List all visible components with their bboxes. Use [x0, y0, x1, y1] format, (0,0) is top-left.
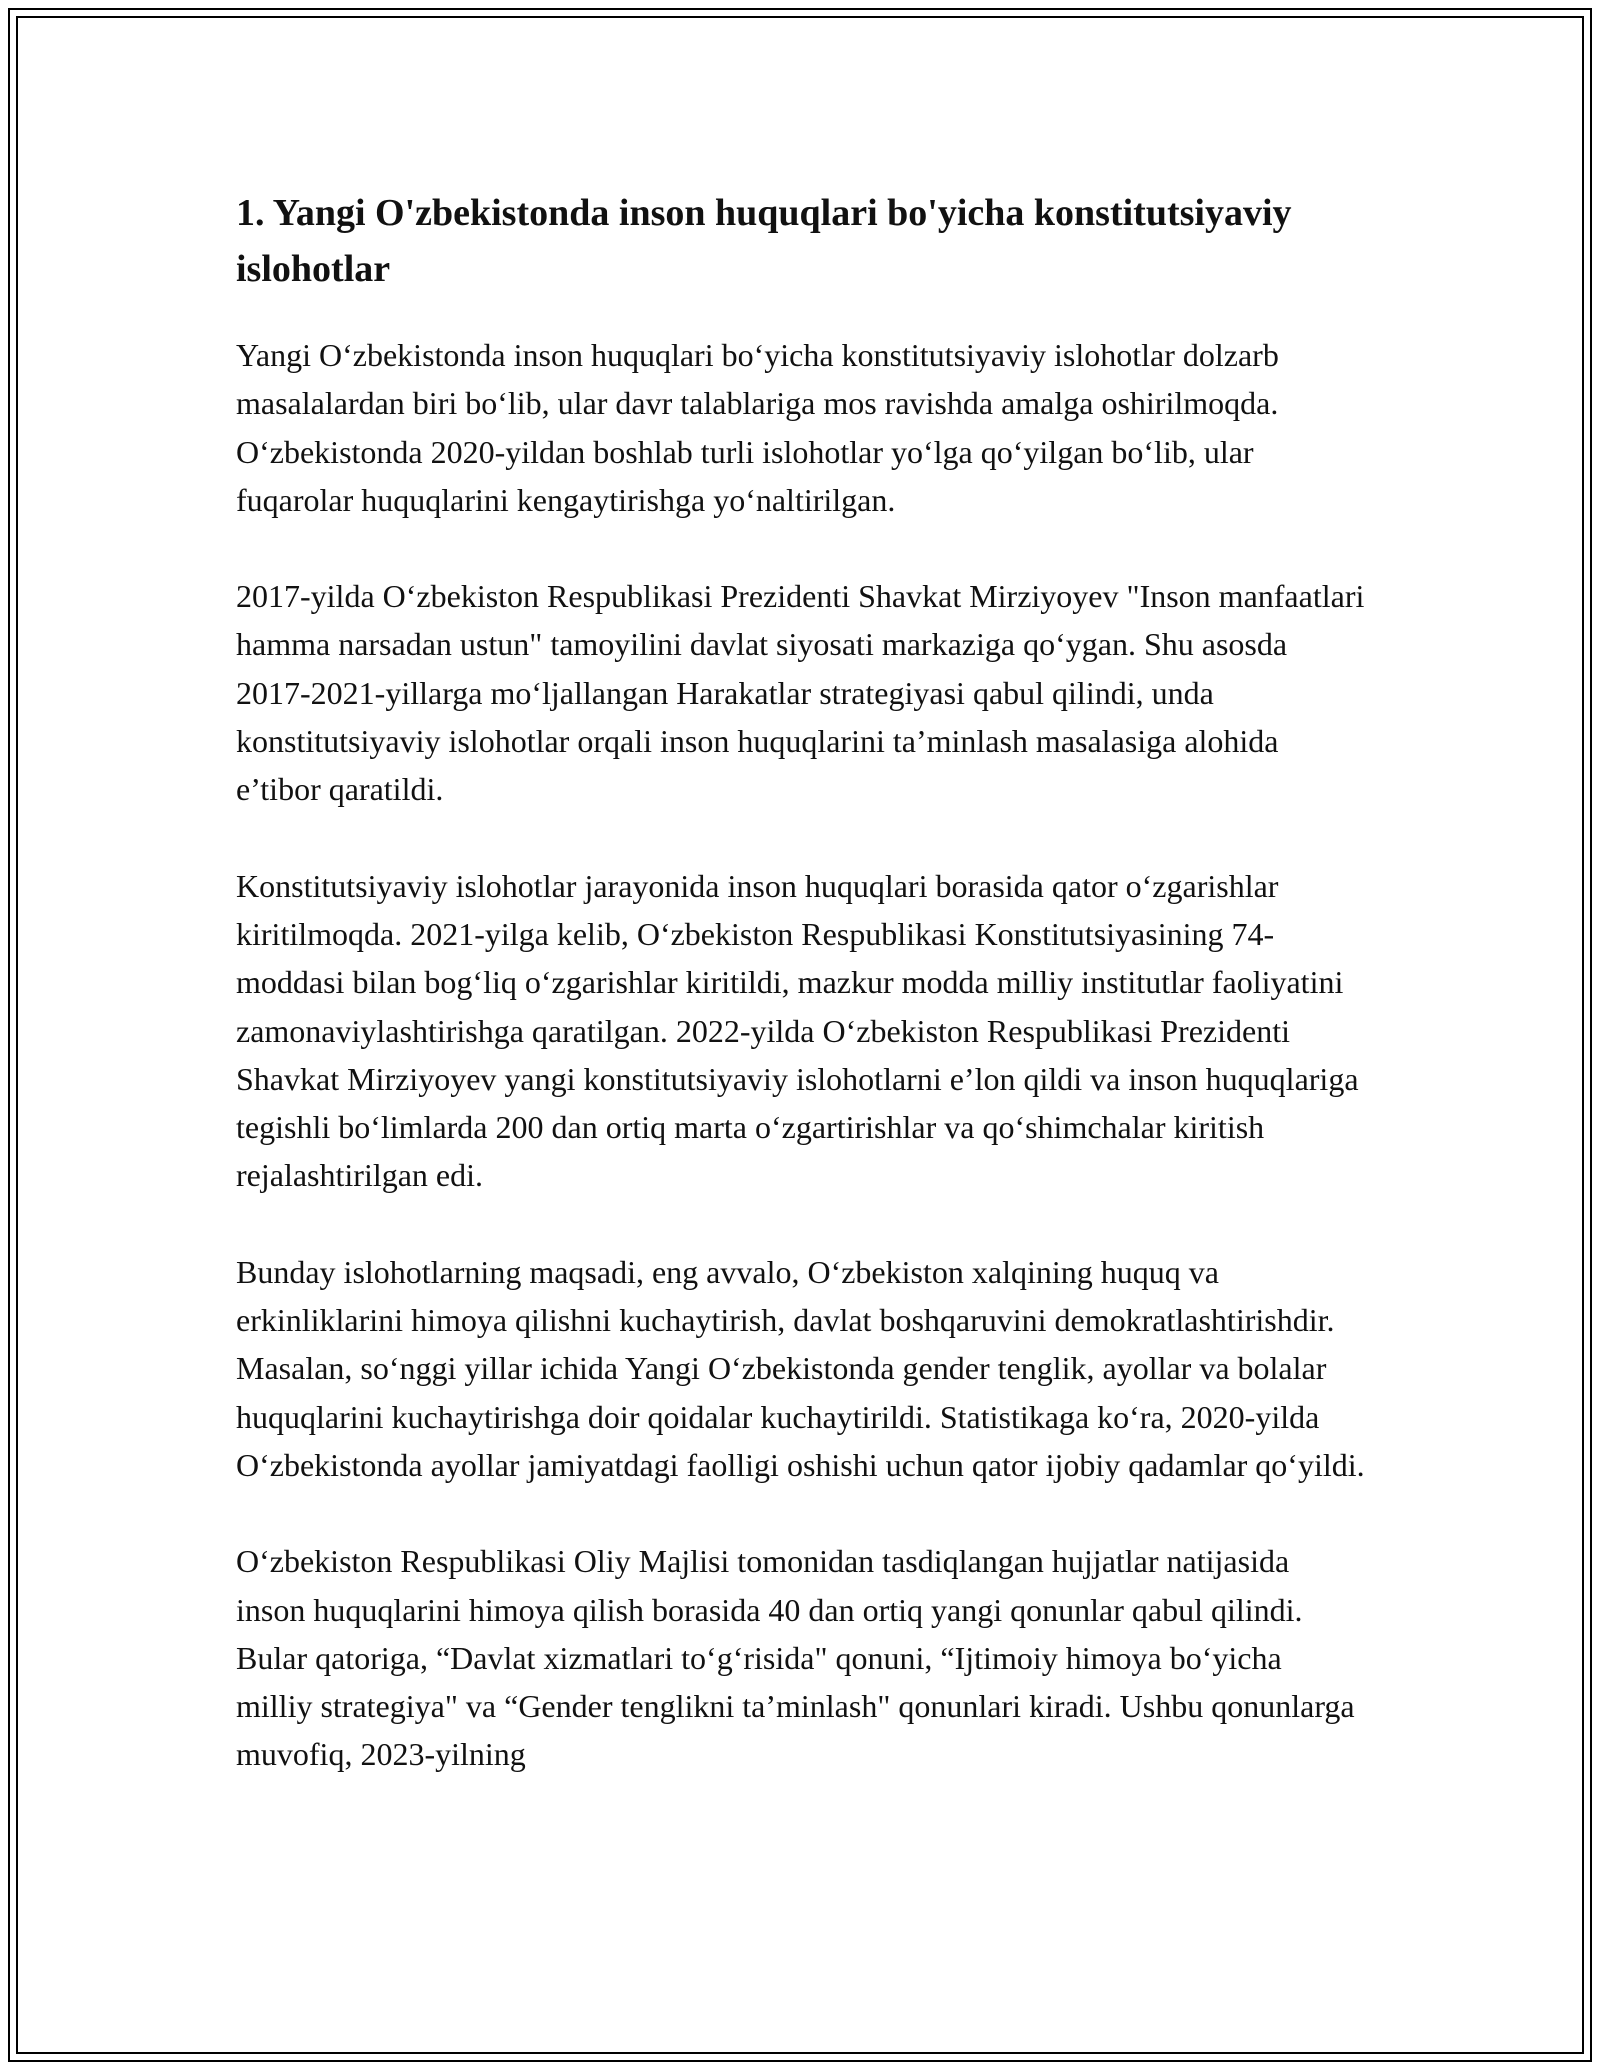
document-body [236, 185, 1366, 1827]
paragraph-3: Konstitutsiyaviy islohotlar jarayonida inson huquqlari borasida qator o‘zgarishlar kiritilmoqda. 2021-yilga kelib, O‘zbekiston Respublikasi Konstitutsiyasining 74-moddasi bilan bog‘liq o‘zgarishlar kiritildi, mazkur modda milliy institutlar faoliyatini zamonaviylashtirishga qaratilgan. 2022-yilda O‘zbekiston Respublikasi Prezidenti Shavkat Mirziyoyev yangi konstitutsiyaviy islohotlarni e’lon qildi va inson huquqlariga tegishli bo‘limlarda 200 dan ortiq marta o‘zgartirishlar va qo‘shimchalar kiritish rejalashtirilgan edi. [236, 867, 1359, 1194]
paragraph-5: O‘zbekiston Respublikasi Oliy Majlisi tomonidan tasdiqlangan hujjatlar natijasida inson huquqlarini himoya qilish borasida 40 dan ortiq yangi qonunlar qabul qilindi. Bular qatoriga, “Davlat xizmatlari to‘g‘risida" qonuni, “Ijtimoiy himoya bo‘yicha milliy strategiya" va “Gender tenglikni ta’minlash" qonunlari kiradi. Ushbu qonunlarga muvofiq, 2023-yilning [236, 1543, 1355, 1773]
paragraph-1: Yangi O‘zbekistonda inson huquqlari bo‘yicha konstitutsiyaviy islohotlar dolzarb masalalardan biri bo‘lib, ular davr talablariga mos ravishda amalga oshirilmoqda. O‘zbekistonda 2020-yildan boshlab turli islohotlar yo‘lga qo‘yilgan bo‘lib, ular fuqarolar huquqlarini kengaytirishga yo‘naltirilgan. [236, 337, 1279, 518]
paragraph-2: 2017-yilda O‘zbekiston Respublikasi Prezidenti Shavkat Mirziyoyev "Inson manfaatlari hamma narsadan ustun" tamoyilini davlat siyosati markaziga qo‘ygan. Shu asosda 2017-2021-yillarga mo‘ljallangan Harakatlar strategiyasi qabul qilindi, unda konstitutsiyaviy islohotlar orqali inson huquqlarini ta’minlash masalasiga alohida e’tibor qaratildi. [236, 578, 1365, 808]
document-title: 1. Yangi O'zbekistonda inson huquqlari bo'yicha konstitutsiyaviy islohotlar [236, 192, 1292, 290]
paragraph-4: Bunday islohotlarning maqsadi, eng avvalo, O‘zbekiston xalqining huquq va erkinliklarini himoya qilishni kuchaytirish, davlat boshqaruvini demokratlashtirishdir. Masalan, so‘nggi yillar ichida Yangi O‘zbekistonda gender tenglik, ayollar va bolalar huquqlarini kuchaytirishga doir qoidalar kuchaytirildi. Statistikaga ko‘ra, 2020-yilda O‘zbekistonda ayollar jamiyatdagi faolligi oshishi uchun qator ijobiy qadamlar qo‘yildi. [236, 1253, 1365, 1483]
